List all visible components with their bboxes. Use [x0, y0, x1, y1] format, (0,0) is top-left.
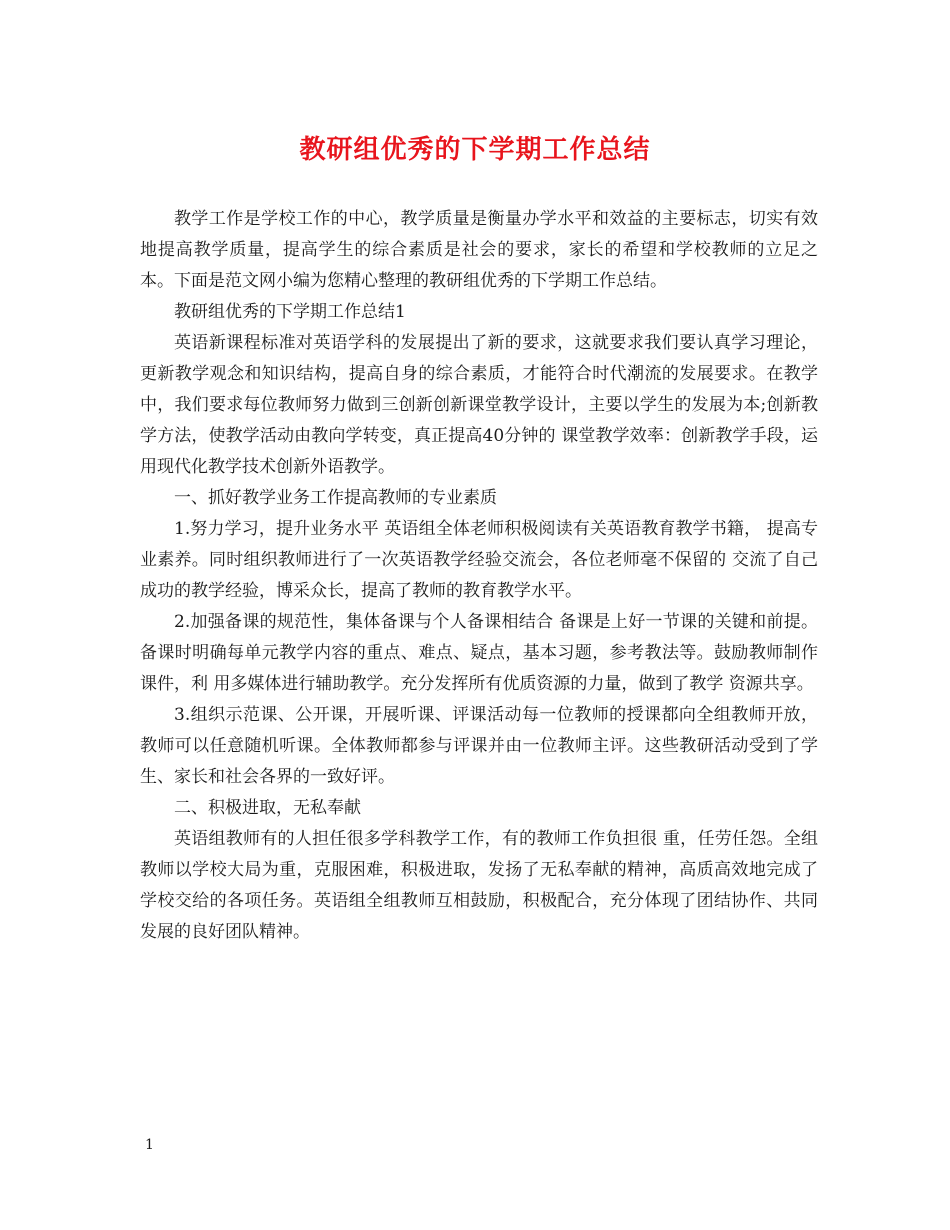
intro-paragraph: 教学工作是学校工作的中心，教学质量是衡量办学水平和效益的主要标志，切实有效地提高教学质量，提高学生的综合素质是社会的要求，家长的希望和学校教师的立足之本。下面是范文网小编为您精心整理的教研组优秀的下学期工作总结。 [140, 209, 818, 291]
document-body [140, 204, 818, 948]
section-heading-one: 一、抓好教学业务工作提高教师的专业素质 [174, 488, 497, 508]
body-paragraph-item-2: 2.加强备课的规范性，集体备课与个人备课相结合 备课是上好一节课的关键和前提。备课时明确每单元教学内容的重点、难点、疑点，基本习题，参考教法等。鼓励教师制作课件，利 用多媒体进行辅助教学。充分发挥所有优质资源的力量，做到了教学 资源共享。 [140, 612, 818, 694]
page-number: 1 [145, 1137, 154, 1153]
document-title: 教研组优秀的下学期工作总结 [299, 135, 651, 165]
body-paragraph-dedication: 英语组教师有的人担任很多学科教学工作，有的教师工作负担很 重，任劳任怨。全组教师以学校大局为重，克服困难，积极进取，发扬了无私奉献的精神，高质高效地完成了学校交给的各项任务。英语组全组教师互相鼓励，积极配合，充分体现了团结协作、共同发展的良好团队精神。 [140, 829, 818, 942]
body-paragraph-item-1: 1.努力学习，提升业务水平 英语组全体老师积极阅读有关英语教育教学书籍， 提高专业素养。同时组织教师进行了一次英语教学经验交流会，各位老师毫不保留的 交流了自己成功的教学经验，博采众长，提高了教师的教育教学水平。 [140, 519, 818, 601]
body-paragraph-item-3: 3.组织示范课、公开课，开展听课、评课活动每一位教师的授课都向全组教师开放，教师可以任意随机听课。全体教师都参与评课并由一位教师主评。这些教研活动受到了学生、家长和社会各界的一致好评。 [140, 705, 818, 787]
body-paragraph-curriculum: 英语新课程标准对英语学科的发展提出了新的要求，这就要求我们要认真学习理论，更新教学观念和知识结构，提高自身的综合素质，才能符合时代潮流的发展要求。在教学中，我们要求每位教师努力做到三创新创新课堂教学设计，主要以学生的发展为本;创新教学方法，使教学活动由教向学转变，真正提高40分钟的 课堂教学效率：创新教学手段，运用现代化教学技术创新外语教学。 [140, 333, 818, 477]
section-heading-summary-1: 教研组优秀的下学期工作总结1 [174, 302, 406, 322]
section-heading-two: 二、积极进取，无私奉献 [174, 798, 361, 818]
